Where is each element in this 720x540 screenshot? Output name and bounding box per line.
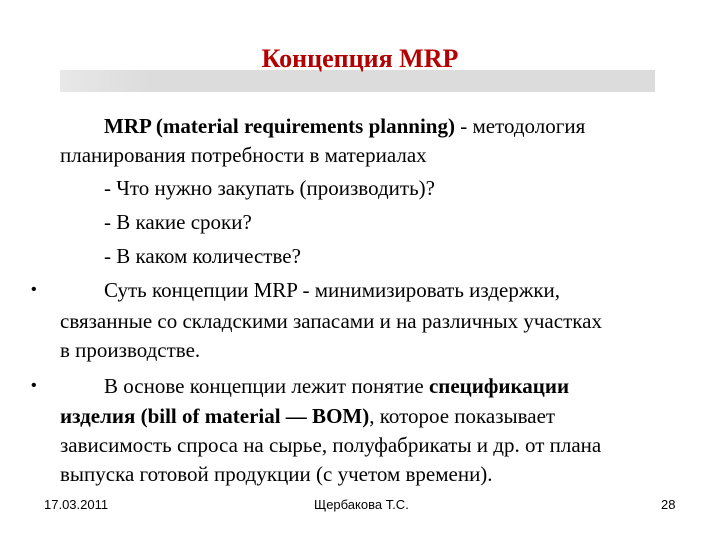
spec-term: спецификации — [428, 374, 570, 398]
question-what: - Что нужно закупать (производить)? — [104, 176, 435, 200]
body-line-7: связанные со складскими запасами и на различных участках — [60, 309, 602, 333]
body-line-6: Суть концепции MRP - минимизировать издержки, — [104, 278, 561, 302]
question-how-much: - В каком количестве? — [104, 244, 301, 268]
body-line-2: планирования потребности в материалах — [60, 143, 427, 167]
body-line-10-rest: , которое показывает — [369, 404, 556, 428]
footer-date: 17.03.2011 — [44, 497, 109, 512]
bullet-2: • — [31, 377, 37, 394]
body-line-9 — [104, 372, 569, 400]
body-line-11: зависимость спроса на сырье, полуфабрикаты и др. от плана — [60, 433, 602, 457]
body-line-10 — [60, 402, 555, 430]
question-when: - В какие сроки? — [104, 210, 252, 234]
mrp-definition-rest: - методология — [454, 114, 586, 138]
body-line-12: выпуска готовой продукции (с учетом времени). — [60, 462, 493, 486]
slide-title: Концепция MRP — [261, 44, 459, 73]
footer-author: Щербакова Т.С. — [314, 497, 409, 512]
body-line-8: в производстве. — [60, 338, 201, 362]
bullet-1: • — [31, 281, 37, 298]
bom-term: изделия (bill of material — BOM) — [60, 404, 370, 428]
footer-page-number: 28 — [661, 497, 676, 512]
mrp-definition-term: MRP (material requirements planning) — [104, 114, 455, 138]
body-line-1 — [104, 112, 585, 140]
body-line-9-start: В основе концепции лежит понятие — [104, 374, 429, 398]
